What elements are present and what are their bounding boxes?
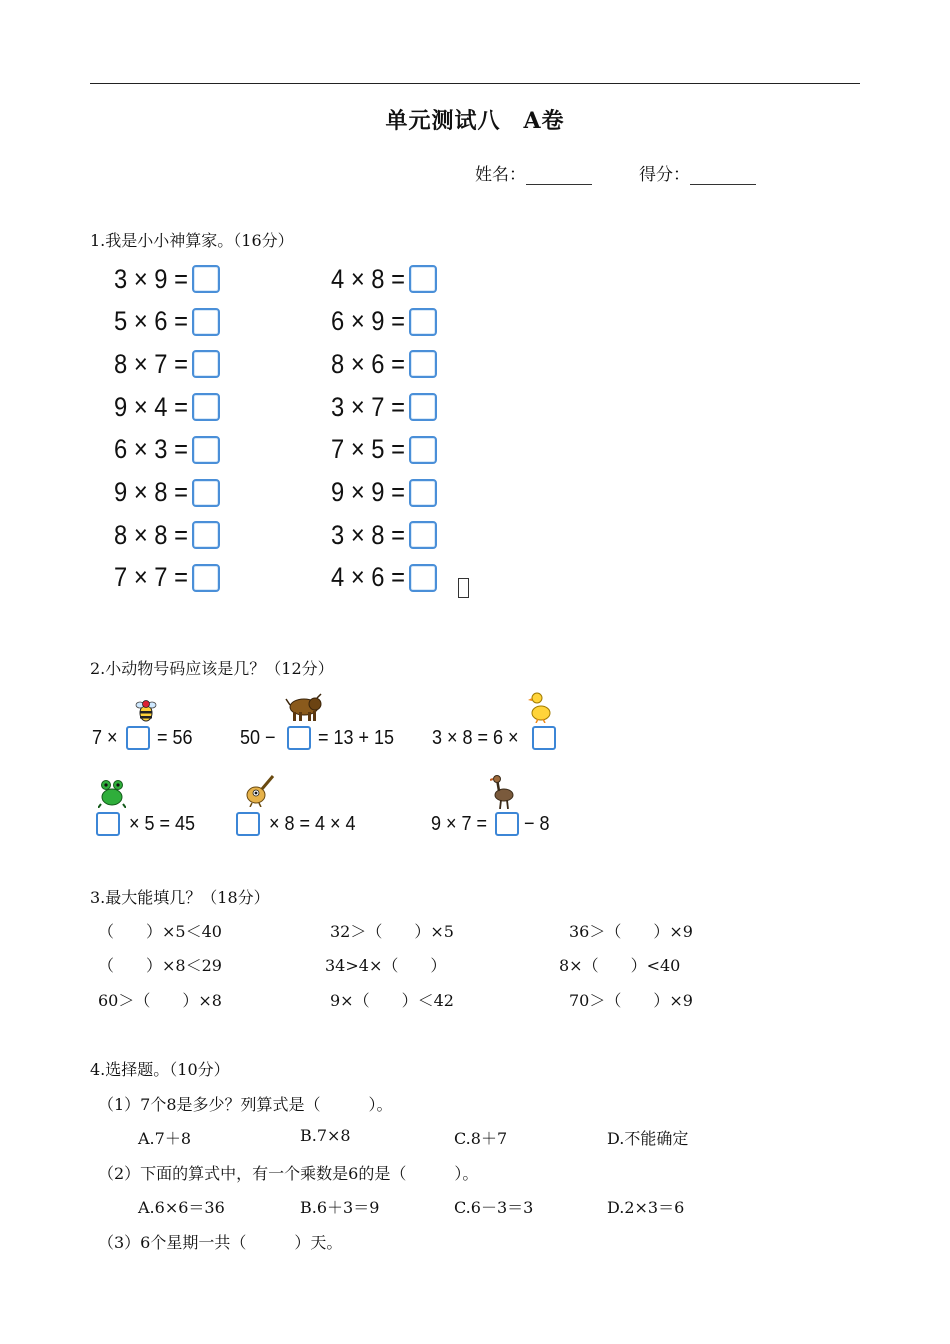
answer-box[interactable] [409, 479, 437, 507]
answer-box[interactable] [192, 308, 220, 336]
bison-icon [284, 691, 324, 723]
equation-text: 3 × 7 = [331, 391, 405, 422]
animal-eq-2 [240, 724, 403, 752]
stray-box-icon [458, 578, 469, 598]
question-3: （3）6个星期一共（ ）天。 [98, 1233, 343, 1252]
question-2: （2）下面的算式中，有一个乘数是6的是（ ）。 [98, 1164, 479, 1183]
q1-option-c[interactable]: C.8＋7 [454, 1129, 508, 1148]
fill-item[interactable]: 34>4×（ ） [325, 956, 447, 975]
section3-heading: 3.最大能填几？（18分） [90, 888, 270, 907]
q2-option-c[interactable]: C.6－3＝3 [454, 1198, 534, 1217]
answer-box[interactable] [409, 436, 437, 464]
equation-row-right-1 [331, 262, 437, 296]
equation-text: 4 × 6 = [331, 562, 405, 593]
animal-eq-5-after: × 8 = 4 × 4 [269, 812, 356, 835]
answer-box[interactable] [192, 393, 220, 421]
equation-row-left-5 [114, 433, 220, 467]
equation-text: 9 × 9 = [331, 477, 405, 507]
animal-eq-6 [431, 810, 553, 838]
bird-icon [242, 773, 276, 807]
name-blank[interactable] [526, 168, 592, 185]
animal-eq-5 [236, 810, 365, 838]
fill-item[interactable]: （ ）×5＜40 [98, 922, 222, 941]
equation-row-left-7 [114, 518, 220, 552]
question-1: （1）7个8是多少？列算式是（ ）。 [98, 1095, 393, 1114]
section1-heading: 1.我是小小神算家。（16分） [90, 231, 294, 250]
bison-answer-box[interactable] [287, 726, 311, 750]
equation-text: 8 × 6 = [331, 348, 405, 379]
equation-text: 9 × 8 = [114, 477, 188, 507]
animal-eq-2-after: = 13 + 15 [318, 726, 395, 749]
equation-text: 6 × 9 = [331, 306, 405, 337]
animal-eq-2-before: 50 − [240, 726, 276, 749]
equation-text: 5 × 6 = [114, 306, 188, 337]
equation-row-left-3 [114, 347, 220, 381]
equation-row-right-2 [331, 305, 437, 339]
equation-row-left-4 [114, 390, 220, 424]
score-field [639, 160, 756, 185]
equation-row-left-8 [114, 561, 220, 595]
animal-eq-4 [96, 810, 202, 838]
animal-eq-3 [432, 724, 559, 752]
equation-text: 8 × 7 = [114, 348, 188, 379]
equation-text: 7 × 7 = [114, 562, 188, 593]
answer-box[interactable] [192, 479, 220, 507]
equation-text: 6 × 3 = [114, 434, 188, 465]
bee-icon [135, 697, 157, 723]
bee-answer-box[interactable] [126, 726, 150, 750]
answer-box[interactable] [409, 564, 437, 592]
answer-box[interactable] [409, 350, 437, 378]
animal-eq-1-after: = 56 [157, 726, 193, 749]
bird-answer-box[interactable] [236, 812, 260, 836]
frog-icon [98, 778, 126, 808]
q1-option-a[interactable]: A.7＋8 [138, 1129, 192, 1148]
q2-option-d[interactable]: D.2×3＝6 [607, 1198, 685, 1217]
animal-eq-1 [92, 724, 197, 752]
animal-eq-4-after: × 5 = 45 [129, 812, 196, 835]
fill-item[interactable]: 60＞（ ）×8 [98, 991, 222, 1010]
equation-row-right-8 [331, 561, 437, 595]
q1-option-b[interactable]: B.7×8 [300, 1126, 351, 1145]
equation-row-right-5 [331, 433, 437, 467]
q1-option-d[interactable]: D.不能确定 [607, 1129, 689, 1148]
equation-text: 4 × 8 = [331, 263, 405, 294]
answer-box[interactable] [192, 436, 220, 464]
q2-option-a[interactable]: A.6×6＝36 [138, 1198, 225, 1217]
equation-row-right-4 [331, 390, 437, 424]
animal-eq-6-before: 9 × 7 = [431, 812, 488, 835]
fill-item[interactable]: 9×（ ）＜42 [330, 991, 454, 1010]
equation-text: 3 × 9 = [114, 263, 188, 294]
equation-row-right-6 [331, 476, 437, 510]
duck-icon [528, 689, 552, 723]
q2-option-b[interactable]: B.6＋3＝9 [300, 1198, 380, 1217]
fill-item[interactable]: 8×（ ）<40 [559, 956, 681, 975]
section2-heading: 2.小动物号码应该是几？（12分） [90, 659, 334, 678]
equation-row-left-6 [114, 476, 220, 510]
answer-box[interactable] [192, 521, 220, 549]
name-field [475, 160, 592, 185]
equation-text: 7 × 5 = [331, 434, 405, 465]
equation-row-left-1 [114, 262, 220, 296]
equation-text: 8 × 8 = [114, 519, 188, 550]
fill-item[interactable]: （ ）×8＜29 [98, 956, 222, 975]
animal-eq-1-before: 7 × [92, 726, 118, 749]
page-title: 单元测试八 A卷 [385, 108, 565, 134]
answer-box[interactable] [409, 393, 437, 421]
frog-answer-box[interactable] [96, 812, 120, 836]
answer-box[interactable] [192, 265, 220, 293]
equation-row-right-3 [331, 347, 437, 381]
animal-eq-6-after: − 8 [524, 812, 550, 835]
animal-eq-3-before: 3 × 8 = 6 × [432, 726, 519, 749]
fill-item[interactable]: 36＞（ ）×9 [569, 922, 693, 941]
fill-item[interactable]: 32＞（ ）×5 [330, 922, 454, 941]
equation-text: 3 × 8 = [331, 519, 405, 550]
score-label: 得分： [639, 165, 690, 185]
top-rule [90, 83, 860, 84]
fill-item[interactable]: 70＞（ ）×9 [569, 991, 693, 1010]
ostrich-answer-box[interactable] [495, 812, 519, 836]
answer-box[interactable] [409, 265, 437, 293]
score-blank[interactable] [690, 168, 756, 185]
answer-box[interactable] [409, 308, 437, 336]
name-label: 姓名： [475, 165, 526, 185]
answer-box[interactable] [192, 564, 220, 592]
duck-answer-box[interactable] [532, 726, 556, 750]
equation-row-left-2 [114, 305, 220, 339]
section4-heading: 4.选择题。（10分） [90, 1060, 230, 1079]
equation-row-right-7 [331, 518, 437, 552]
answer-box[interactable] [192, 350, 220, 378]
answer-box[interactable] [409, 521, 437, 549]
equation-text: 9 × 4 = [114, 391, 188, 422]
ostrich-icon [490, 775, 516, 809]
